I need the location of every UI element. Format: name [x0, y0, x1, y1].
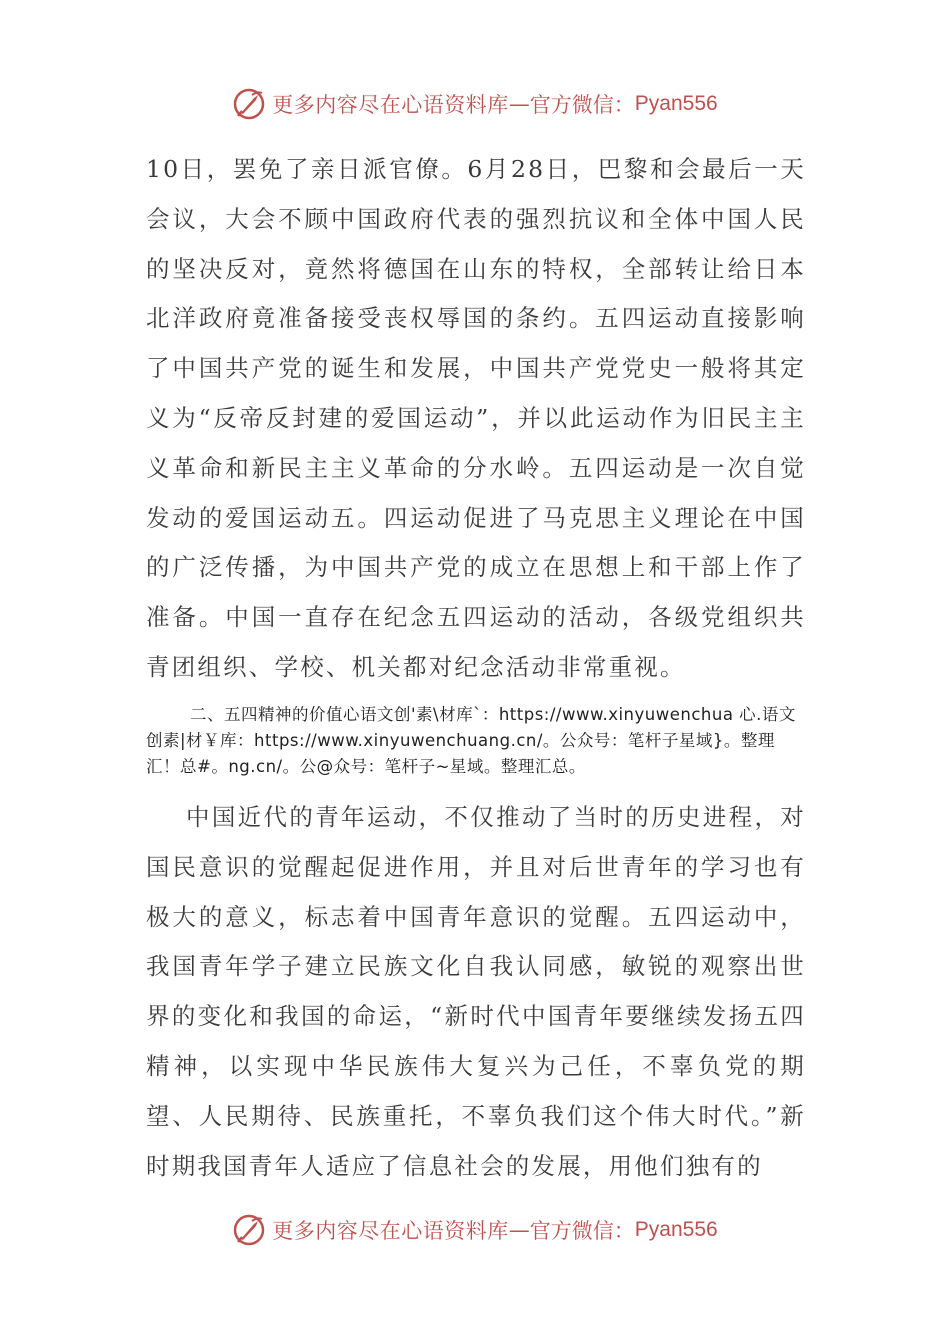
- body-paragraph-2: 中国近代的青年运动，不仅推动了当时的历史进程，对国民意识的觉醒起促进作用，并且对后世青年的学习也有极大的意义，标志着中国青年意识的觉醒。五四运动中，我国青年学子建立民族文化自我认同感，敏锐的观察出世界的变化和我国的命运，“新时代中国青年要继续发扬五四精神，以实现中华民族伟大复兴为己任，不辜负党的期望、人民期待、民族重托，不辜负我们这个伟大时代。”新时期我国青年人适应了信息社会的发展，用他们独有的: [146, 803, 806, 1180]
- banner-title: 更多内容尽在心语资料库: [272, 1219, 509, 1243]
- banner-wechat-id: Pyan556: [634, 1218, 718, 1241]
- footer-banner: [0, 1210, 950, 1250]
- banner-title: 更多内容尽在心语资料库: [272, 93, 509, 117]
- banner-wechat-id: Pyan556: [634, 92, 718, 115]
- banner-separator: —: [508, 1218, 530, 1242]
- body-paragraph-1: 10日，罢免了亲日派官僚。6月28日，巴黎和会最后一天会议，大会不顾中国政府代表的强烈抗议和全体中国人民的坚决反对，竟然将德国在山东的特权，全部转让给日本北洋政府竟准备接受丧权辱国的条约。五四运动直接影响了中国共产党的诞生和发展，中国共产党党史一般将其定义为“反帝反封建的爱国运动”，并以此运动作为旧民主主义革命和新民主主义革命的分水岭。五四运动是一次自觉发动的爱国运动五。四运动促进了马克思主义理论在中国的广泛传播，为中国共产党的成立在思想上和干部上作了准备。中国一直存在纪念五四运动的活动，各级党组织共青团组织、学校、机关都对纪念活动非常重视。: [146, 155, 806, 681]
- banner-wechat-label: 官方微信：: [529, 1219, 635, 1243]
- section-heading-note: 二、五四精神的价值心语文创'素\材库`：https://www.xinyuwenchua 心.语文创素|材￥库：https://www.xinyuwenchuang.cn/。公众号：笔杆子星域}。整理汇！总#。ng.cn/。公@众号：笔杆子~星域。整理汇总。: [146, 705, 796, 776]
- pen-nib-logo-icon: [232, 87, 266, 121]
- pen-nib-logo-icon: [232, 1213, 266, 1247]
- banner-separator: —: [508, 92, 530, 116]
- header-banner: [0, 84, 950, 124]
- banner-wechat-label: 官方微信：: [529, 93, 635, 117]
